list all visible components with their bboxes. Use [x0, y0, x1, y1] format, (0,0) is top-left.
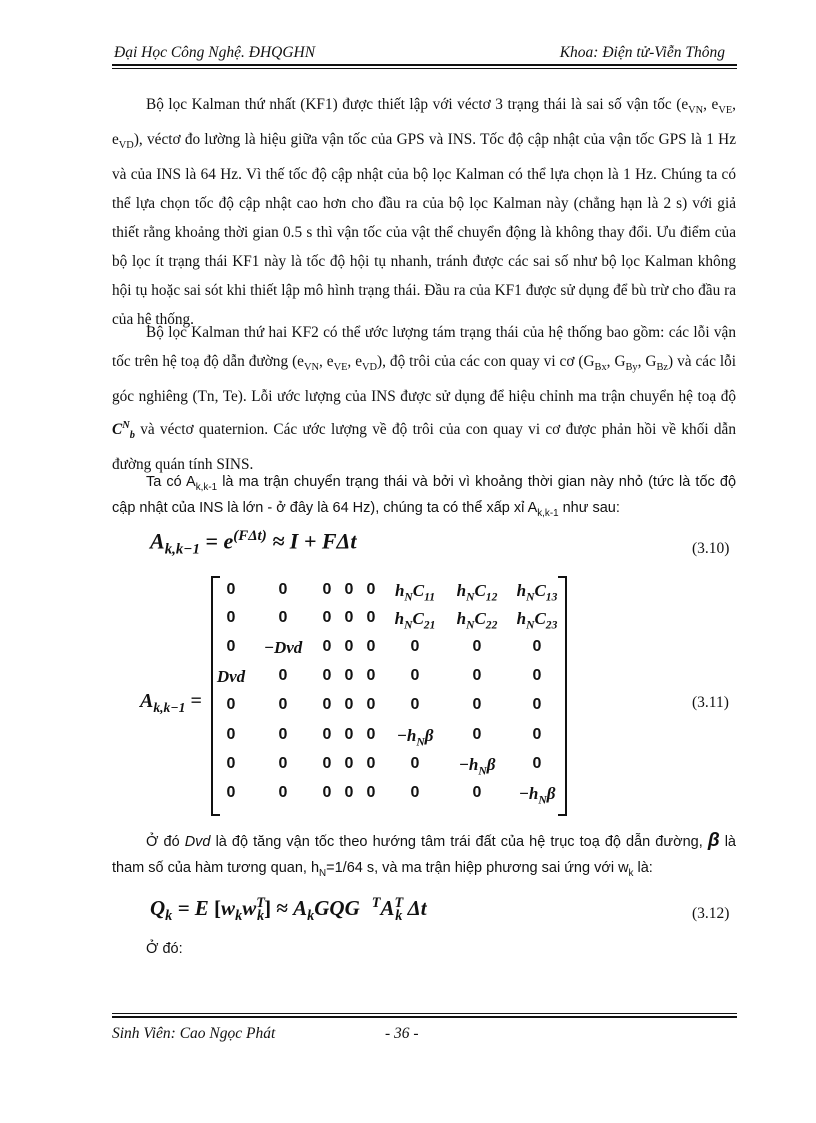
footer-student: Sinh Viên: Cao Ngọc Phát: [112, 1025, 276, 1042]
matrix-cell-r4-c6: 0: [410, 667, 420, 684]
matrix-cell-r2-c5: 0: [366, 609, 376, 626]
matrix-cell-r1-c3: 0: [322, 581, 332, 598]
matrix-cell-r3-c3: 0: [322, 638, 332, 655]
matrix-cell-r3-c7: 0: [472, 638, 482, 655]
matrix-cell-r3-c2: −Dvd: [263, 638, 303, 657]
matrix-cell-r7-c7: $-h_N\beta$: [458, 755, 496, 778]
matrix-cell-r8-c6: 0: [410, 784, 420, 801]
matrix-cell-r7-c1: 0: [226, 755, 236, 772]
footer-rule-thick: [112, 1016, 737, 1018]
matrix-cell-r1-c6: $h_NC_{11}$: [394, 581, 436, 604]
footer-page-number: - 36 -: [385, 1025, 419, 1042]
header-faculty: Khoa: Điện tử-Viễn Thông: [559, 44, 725, 61]
header-university: Đại Học Công Nghệ. ĐHQGHN: [114, 44, 316, 61]
matrix-cell-r7-c3: 0: [322, 755, 332, 772]
matrix-cell-r1-c5: 0: [366, 581, 376, 598]
matrix-cell-r2-c6: $h_NC_{21}$: [394, 609, 436, 632]
equation-3-12: $Q_k = E$ $[w_kw^T_k] \approx A_kGQG$ $^TA^T_k$ Δt: [150, 895, 427, 925]
matrix-cell-r8-c5: 0: [366, 784, 376, 801]
matrix-cell-r8-c7: 0: [472, 784, 482, 801]
matrix-cell-r6-c3: 0: [322, 726, 332, 743]
matrix-cell-r8-c3: 0: [322, 784, 332, 801]
matrix-cell-r6-c5: 0: [366, 726, 376, 743]
matrix-cell-r7-c5: 0: [366, 755, 376, 772]
matrix-cell-r7-c4: 0: [344, 755, 354, 772]
matrix-cell-r1-c2: 0: [278, 581, 288, 598]
matrix-cell-r5-c6: 0: [410, 696, 420, 713]
equation-3-10: $A_{k,k-1} = e^{(F\Delta t)} \approx I + F\Delta t$: [150, 528, 357, 558]
matrix-cell-r6-c1: 0: [226, 726, 236, 743]
matrix-cell-r5-c3: 0: [322, 696, 332, 713]
paragraph-kf1: Bộ lọc Kalman thứ nhất (KF1) được thiết lập với véctơ 3 trạng thái là sai số vận tốc ($e_{VN}$, $e_{VE}$, $e_{VD}$), véctơ đo lường là hiệu giữa vận tốc của GPS và INS. Tốc độ cập nhật của vận tốc GPS là 1 Hz và của INS là 64 Hz. Vì thế tốc độ cập nhật của bộ lọc Kalman có thể lựa chọn là 1 Hz. Chúng ta có thể lựa chọn tốc độ cập nhật cao hơn cho đầu ra của bộ lọc Kalman này (chẳng hạn là 2 s) với giả thiết rằng khoảng thời gian 0.5 s thì vận tốc của vật thể chuyển động là không thay đổi. Ưu điểm của bộ lọc ít trạng thái KF1 này là tốc độ hội tụ nhanh, tránh được các sai số như bộ lọc Kalman không hội tụ hoặc sai sót khi thiết lập mô hình trạng thái. Đầu ra của KF1 được sử dụng để bù trừ cho đầu ra của hệ thống.: [112, 96, 736, 329]
matrix-cell-r6-c4: 0: [344, 726, 354, 743]
matrix-cell-r6-c8: 0: [532, 726, 542, 743]
matrix-cell-r5-c2: 0: [278, 696, 288, 713]
matrix-cell-r4-c3: 0: [322, 667, 332, 684]
matrix-cell-r1-c1: 0: [226, 581, 236, 598]
matrix-cell-r8-c1: 0: [226, 784, 236, 801]
matrix-cell-r3-c5: 0: [366, 638, 376, 655]
matrix-cell-r5-c4: 0: [344, 696, 354, 713]
cnb-matrix-symbol: $C^N_b$: [112, 420, 135, 442]
footer-rule-thin: [112, 1013, 737, 1014]
paragraph-dvd-definition: Ở đó Dvd là độ tăng vận tốc theo hướng tâm trái đất của hệ trục toạ độ dẫn đường, β là tham số của hàm tương quan, $h_N=1/64$ s, và ma trận hiệp phương sai ứng với $w_k$ là:: [112, 830, 736, 879]
matrix-cell-r3-c1: 0: [226, 638, 236, 655]
matrix-cell-r8-c2: 0: [278, 784, 288, 801]
matrix-cell-r2-c8: $h_NC_{23}$: [516, 609, 558, 632]
matrix-cell-r8-c4: 0: [344, 784, 354, 801]
paragraph-kf2: Bộ lọc Kalman thứ hai KF2 có thể ước lượng tám trạng thái của hệ thống bao gồm: các lỗi vận tốc trên hệ toạ độ dẫn đường ($e_{VN}$, $e_{VE}$, $e_{VD}$), độ trôi của các con quay vi cơ ($G_{Bx}$, $G_{By}$, $G_{Bz}$) và các lỗi góc nghiêng (Tn, Te). Lỗi ước lượng của INS được sử dụng để hiệu chỉnh ma trận chuyển hệ toạ độ $C^N_b$ và véctơ quaternion. Các ước lượng về độ trôi của con quay vi cơ được phản hồi về khối dẫn đường quán tính SINS.: [112, 324, 736, 474]
matrix-cell-r4-c7: 0: [472, 667, 482, 684]
matrix-cell-r1-c8: $h_NC_{13}$: [516, 581, 558, 604]
matrix-cell-r7-c6: 0: [410, 755, 420, 772]
matrix-cell-r4-c2: 0: [278, 667, 288, 684]
matrix-cell-r3-c4: 0: [344, 638, 354, 655]
matrix-cell-r2-c4: 0: [344, 609, 354, 626]
matrix-cell-r1-c4: 0: [344, 581, 354, 598]
matrix-cell-r7-c2: 0: [278, 755, 288, 772]
matrix-cell-r6-c6: $-h_N\beta$: [396, 726, 434, 749]
matrix-cell-r5-c1: 0: [226, 696, 236, 713]
matrix-cell-r4-c4: 0: [344, 667, 354, 684]
matrix-cell-r3-c8: 0: [532, 638, 542, 655]
matrix-cell-r4-c5: 0: [366, 667, 376, 684]
matrix-cell-r5-c8: 0: [532, 696, 542, 713]
matrix-cell-r2-c2: 0: [278, 609, 288, 626]
matrix-cell-r4-c8: 0: [532, 667, 542, 684]
equation-number-3-11: (3.11): [692, 694, 729, 711]
matrix-cell-r3-c6: 0: [410, 638, 420, 655]
matrix-cell-r7-c8: 0: [532, 755, 542, 772]
matrix-cell-r4-c1: Dvd: [216, 667, 246, 686]
matrix-label: $A_{k,k-1}$ =: [140, 690, 202, 715]
equation-number-3-12: (3.12): [692, 905, 730, 922]
matrix-cell-r1-c7: $h_NC_{12}$: [456, 581, 498, 604]
page-header: [112, 40, 725, 64]
matrix-cell-r8-c8: $-h_N\beta$: [518, 784, 556, 807]
paragraph-where: Ở đó:: [146, 941, 183, 957]
paragraph-transition-matrix: Ta có $A_{k,k-1}$ là ma trận chuyển trạng thái và bởi vì khoảng thời gian này nhỏ (tức là tốc độ cập nhật của INS là lớn - ở đây là 64 Hz), chúng ta có thể xấp xỉ $A_{k,k-1}$ như sau:: [112, 474, 737, 519]
matrix-cell-r2-c1: 0: [226, 609, 236, 626]
equation-number-3-10: (3.10): [692, 540, 730, 557]
matrix-cell-r6-c2: 0: [278, 726, 288, 743]
matrix-cell-r5-c5: 0: [366, 696, 376, 713]
header-rule-thick: [112, 64, 737, 66]
matrix-cell-r2-c7: $h_NC_{22}$: [456, 609, 498, 632]
matrix-cell-r6-c7: 0: [472, 726, 482, 743]
header-rule-thin: [112, 68, 737, 69]
matrix-cell-r2-c3: 0: [322, 609, 332, 626]
transition-matrix: [211, 576, 567, 816]
matrix-cell-r5-c7: 0: [472, 696, 482, 713]
